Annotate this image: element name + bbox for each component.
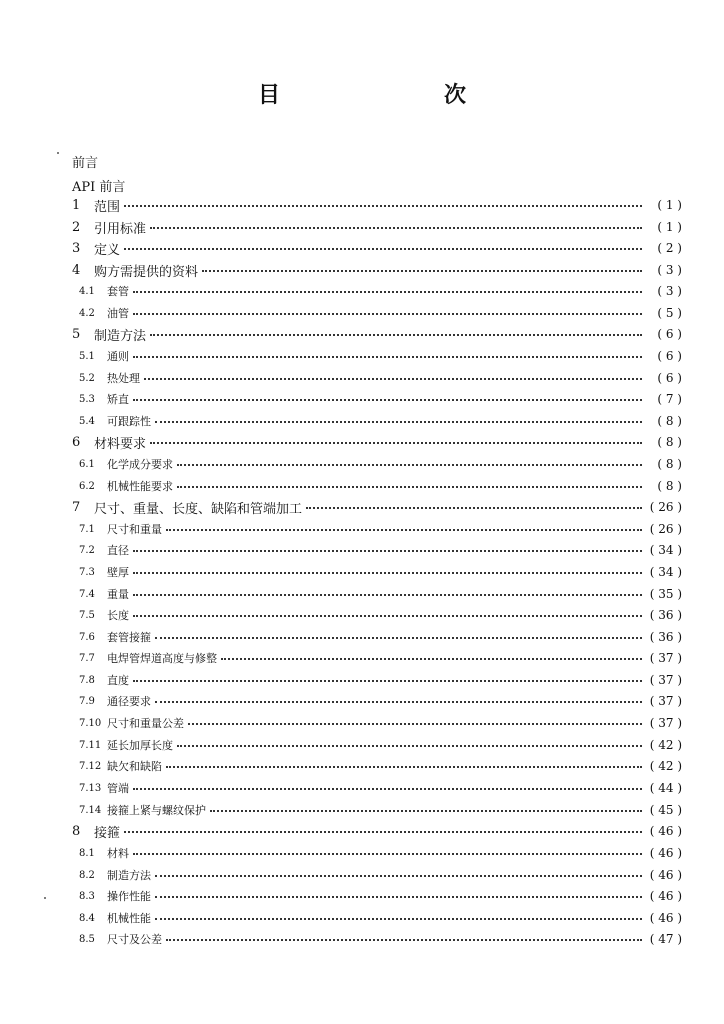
- toc-entry[interactable]: [79, 628, 682, 646]
- toc-entry[interactable]: [79, 477, 682, 495]
- toc-leader-dots: [155, 635, 642, 639]
- toc-entry-label: 材料: [107, 847, 129, 860]
- toc-leader-dots: [166, 527, 642, 531]
- toc-entry-label: 购方需提供的资料: [94, 264, 199, 280]
- toc-entry-number: 7.7: [79, 652, 95, 664]
- toc-leader-dots: [306, 505, 642, 509]
- toc-entry-number: 7.9: [79, 695, 95, 707]
- toc-entry-page: ( 46 ): [649, 911, 682, 925]
- toc-entry-number: 4: [72, 262, 81, 278]
- toc-entry-label: 尺寸和重量: [107, 523, 162, 536]
- toc-entry[interactable]: [79, 909, 682, 927]
- toc-entry-page: ( 6 ): [657, 349, 682, 363]
- toc-entry[interactable]: [72, 218, 682, 236]
- toc-leader-dots: [133, 851, 642, 855]
- toc-entry[interactable]: [79, 563, 682, 581]
- toc-entry-label: 机械性能: [107, 912, 151, 925]
- toc-entry-number: 7.3: [79, 566, 95, 578]
- toc-leader-dots: [166, 764, 642, 768]
- toc-entry-number: 7.13: [79, 782, 102, 794]
- toc-entry-label: 制造方法: [107, 869, 151, 882]
- toc-entry-page: ( 26 ): [649, 522, 682, 536]
- toc-entry-page: ( 35 ): [649, 587, 682, 601]
- scan-speck: [57, 152, 59, 154]
- toc-leader-dots: [133, 289, 642, 293]
- toc-entry-number: 5: [72, 326, 81, 342]
- toc-entry-label: 操作性能: [107, 890, 151, 903]
- toc-entry[interactable]: [79, 930, 682, 948]
- toc-entry[interactable]: [79, 649, 682, 667]
- toc-entry-label: 热处理: [107, 372, 140, 385]
- toc-entry-number: 7.6: [79, 631, 95, 643]
- toc-leader-dots: [133, 592, 642, 596]
- toc-entry[interactable]: [79, 887, 682, 905]
- toc-entry[interactable]: [79, 736, 682, 754]
- toc-entry-number: 8.5: [79, 933, 95, 945]
- toc-entry-number: 8.4: [79, 912, 95, 924]
- toc-entry-page: ( 8 ): [657, 435, 682, 449]
- toc-entry-page: ( 3 ): [657, 284, 682, 298]
- toc-entry-number: 7.4: [79, 588, 95, 600]
- toc-entry-label: 尺寸及公差: [107, 933, 162, 946]
- toc-entry-label: 通则: [107, 350, 129, 363]
- toc-entry[interactable]: [79, 714, 682, 732]
- toc-entry-number: 4.1: [79, 285, 95, 297]
- toc-leader-dots: [155, 894, 642, 898]
- toc-entry-label: 缺欠和缺陷: [107, 760, 162, 773]
- toc-entry-page: ( 2 ): [657, 241, 682, 255]
- toc-entry-number: 7.10: [79, 717, 102, 729]
- toc-entry[interactable]: [79, 412, 682, 430]
- toc-entry-page: ( 46 ): [649, 824, 682, 838]
- toc-entry-label: 定义: [94, 242, 121, 258]
- toc-entry-number: 2: [72, 219, 81, 235]
- toc-leader-dots: [133, 786, 642, 790]
- toc-leader-dots: [133, 570, 642, 574]
- toc-leader-dots: [150, 440, 642, 444]
- toc-entry-label: 制造方法: [94, 328, 147, 344]
- toc-entry[interactable]: [79, 347, 682, 365]
- toc-entry-page: ( 42 ): [649, 759, 682, 773]
- toc-entry[interactable]: [79, 844, 682, 862]
- toc-entry-number: 8: [72, 823, 81, 839]
- toc-entry[interactable]: [79, 369, 682, 387]
- toc-leader-dots: [133, 397, 642, 401]
- toc-entry-page: ( 6 ): [657, 327, 682, 341]
- toc-entry[interactable]: [72, 822, 682, 840]
- toc-entry-number: 5.1: [79, 350, 95, 362]
- toc-leader-dots: [210, 808, 642, 812]
- toc-entry-number: 5.2: [79, 372, 95, 384]
- toc-entry[interactable]: [72, 325, 682, 343]
- toc-entry-label: 通径要求: [107, 695, 151, 708]
- toc-entry-page: ( 26 ): [649, 500, 682, 514]
- toc-entry-page: ( 42 ): [649, 738, 682, 752]
- toc-entry-page: ( 47 ): [649, 932, 682, 946]
- toc-entry[interactable]: [79, 455, 682, 473]
- toc-leader-dots: [150, 225, 642, 229]
- toc-entry[interactable]: [72, 239, 682, 257]
- toc-leader-dots: [133, 548, 642, 552]
- toc-leader-dots: [177, 462, 642, 466]
- toc-entry-label: 电焊管焊道高度与修整: [107, 652, 217, 665]
- toc-entry-label: 范围: [94, 199, 121, 215]
- scan-speck: [44, 897, 46, 899]
- toc-leader-dots: [124, 829, 642, 833]
- toc-entry-page: ( 46 ): [649, 846, 682, 860]
- toc-entry-page: ( 1 ): [657, 220, 682, 234]
- toc-leader-dots: [150, 332, 642, 336]
- toc-leader-dots: [155, 699, 642, 703]
- toc-entry-label: 套管接箍: [107, 631, 151, 644]
- toc-entry-label: 直径: [107, 544, 129, 557]
- toc-entry-page: ( 1 ): [657, 198, 682, 212]
- toc-leader-dots: [202, 268, 642, 272]
- toc-entry-number: 5.4: [79, 415, 95, 427]
- toc-entry[interactable]: [79, 779, 682, 797]
- toc-entry-page: ( 34 ): [649, 543, 682, 557]
- toc-entry-label: 材料要求: [94, 436, 147, 452]
- toc-entry-label: 直度: [107, 674, 129, 687]
- toc-entry-page: ( 6 ): [657, 371, 682, 385]
- toc-entry[interactable]: [79, 390, 682, 408]
- toc-leader-dots: [177, 484, 642, 488]
- toc-entry-label: 油管: [107, 307, 129, 320]
- toc-entry-number: 8.3: [79, 890, 95, 902]
- toc-entry-label: 接箍上紧与螺纹保护: [107, 804, 206, 817]
- toc-entry-page: ( 8 ): [657, 457, 682, 471]
- toc-entry-number: 7.12: [79, 760, 102, 772]
- toc-entry-page: ( 36 ): [649, 630, 682, 644]
- toc-entry[interactable]: [72, 498, 682, 516]
- toc-entry-label: 壁厚: [107, 566, 129, 579]
- toc-entry[interactable]: [79, 520, 682, 538]
- toc-entry-number: 5.3: [79, 393, 95, 405]
- toc-entry-page: ( 45 ): [649, 803, 682, 817]
- toc-entry[interactable]: [79, 692, 682, 710]
- toc-entry[interactable]: [72, 433, 682, 451]
- toc-entry-label: 重量: [107, 588, 129, 601]
- toc-leader-dots: [144, 376, 642, 380]
- toc-entry-page: ( 8 ): [657, 414, 682, 428]
- toc-entry[interactable]: [79, 541, 682, 559]
- toc-entry-number: 6.1: [79, 458, 95, 470]
- toc-entry[interactable]: [72, 152, 682, 170]
- toc-entry-page: ( 37 ): [649, 673, 682, 687]
- toc-entry-label: 套管: [107, 285, 129, 298]
- toc-entry-page: ( 3 ): [657, 263, 682, 277]
- toc-entry-number: 3: [72, 240, 81, 256]
- toc-leader-dots: [166, 937, 642, 941]
- toc-entry-number: 8.1: [79, 847, 95, 859]
- toc-entry-label: 延长加厚长度: [107, 739, 173, 752]
- toc-entry[interactable]: [79, 304, 682, 322]
- toc-leader-dots: [133, 613, 642, 617]
- toc-entry-page: ( 37 ): [649, 694, 682, 708]
- toc-entry-number: 7.2: [79, 544, 95, 556]
- toc-entry[interactable]: [72, 196, 682, 214]
- toc-entry-label: 矫直: [107, 393, 129, 406]
- toc-leader-dots: [155, 419, 642, 423]
- toc-entry-page: ( 34 ): [649, 565, 682, 579]
- toc-entry-label: 尺寸、重量、长度、缺陷和管端加工: [94, 501, 303, 517]
- toc-entry-number: 7.14: [79, 804, 102, 816]
- toc-entry-page: ( 37 ): [649, 651, 682, 665]
- toc-entry[interactable]: [79, 866, 682, 884]
- toc-entry[interactable]: [79, 757, 682, 775]
- toc-entry-number: 7: [72, 499, 81, 515]
- toc-entry-label: 机械性能要求: [107, 480, 173, 493]
- toc-leader-dots: [221, 656, 642, 660]
- toc-entry-number: 6.2: [79, 480, 95, 492]
- toc-entry[interactable]: [72, 176, 682, 194]
- toc-entry-label: 管端: [107, 782, 129, 795]
- toc-entry[interactable]: [79, 282, 682, 300]
- toc-leader-dots: [133, 354, 642, 358]
- toc-leader-dots: [188, 721, 642, 725]
- toc-entry-label: API 前言: [72, 179, 126, 195]
- toc-entry-number: 4.2: [79, 307, 95, 319]
- toc-entry[interactable]: [79, 606, 682, 624]
- toc-leader-dots: [133, 678, 642, 682]
- toc-entry-number: 7.5: [79, 609, 95, 621]
- toc-entry-label: 尺寸和重量公差: [107, 717, 184, 730]
- toc-leader-dots: [155, 916, 642, 920]
- toc-entry-number: 6: [72, 434, 81, 450]
- toc-entry-page: ( 46 ): [649, 889, 682, 903]
- toc-entry-page: ( 44 ): [649, 781, 682, 795]
- page-title: 目 次: [257, 82, 506, 108]
- toc-leader-dots: [124, 203, 642, 207]
- toc-entry-number: 7.8: [79, 674, 95, 686]
- toc-entry-number: 7.1: [79, 523, 95, 535]
- toc-entry-page: ( 37 ): [649, 716, 682, 730]
- toc-entry-label: 接箍: [94, 825, 121, 841]
- toc-entry[interactable]: [72, 261, 682, 279]
- toc-entry-page: ( 46 ): [649, 868, 682, 882]
- toc-entry[interactable]: [79, 801, 682, 819]
- toc-leader-dots: [133, 311, 642, 315]
- toc-entry-page: ( 8 ): [657, 479, 682, 493]
- toc-entry-number: 1: [72, 197, 81, 213]
- toc-entry[interactable]: [79, 671, 682, 689]
- toc-entry-page: ( 5 ): [657, 306, 682, 320]
- toc-entry-label: 引用标准: [94, 221, 147, 237]
- toc-entry-label: 前言: [72, 155, 99, 171]
- toc-entry-page: ( 36 ): [649, 608, 682, 622]
- toc-entry-number: 7.11: [79, 739, 102, 751]
- toc-entry[interactable]: [79, 585, 682, 603]
- toc-leader-dots: [155, 873, 642, 877]
- toc-entry-label: 化学成分要求: [107, 458, 173, 471]
- toc-entry-number: 8.2: [79, 869, 95, 881]
- toc-entry-label: 长度: [107, 609, 129, 622]
- toc-leader-dots: [124, 246, 642, 250]
- toc-entry-label: 可跟踪性: [107, 415, 151, 428]
- toc-entry-page: ( 7 ): [657, 392, 682, 406]
- toc-leader-dots: [177, 743, 642, 747]
